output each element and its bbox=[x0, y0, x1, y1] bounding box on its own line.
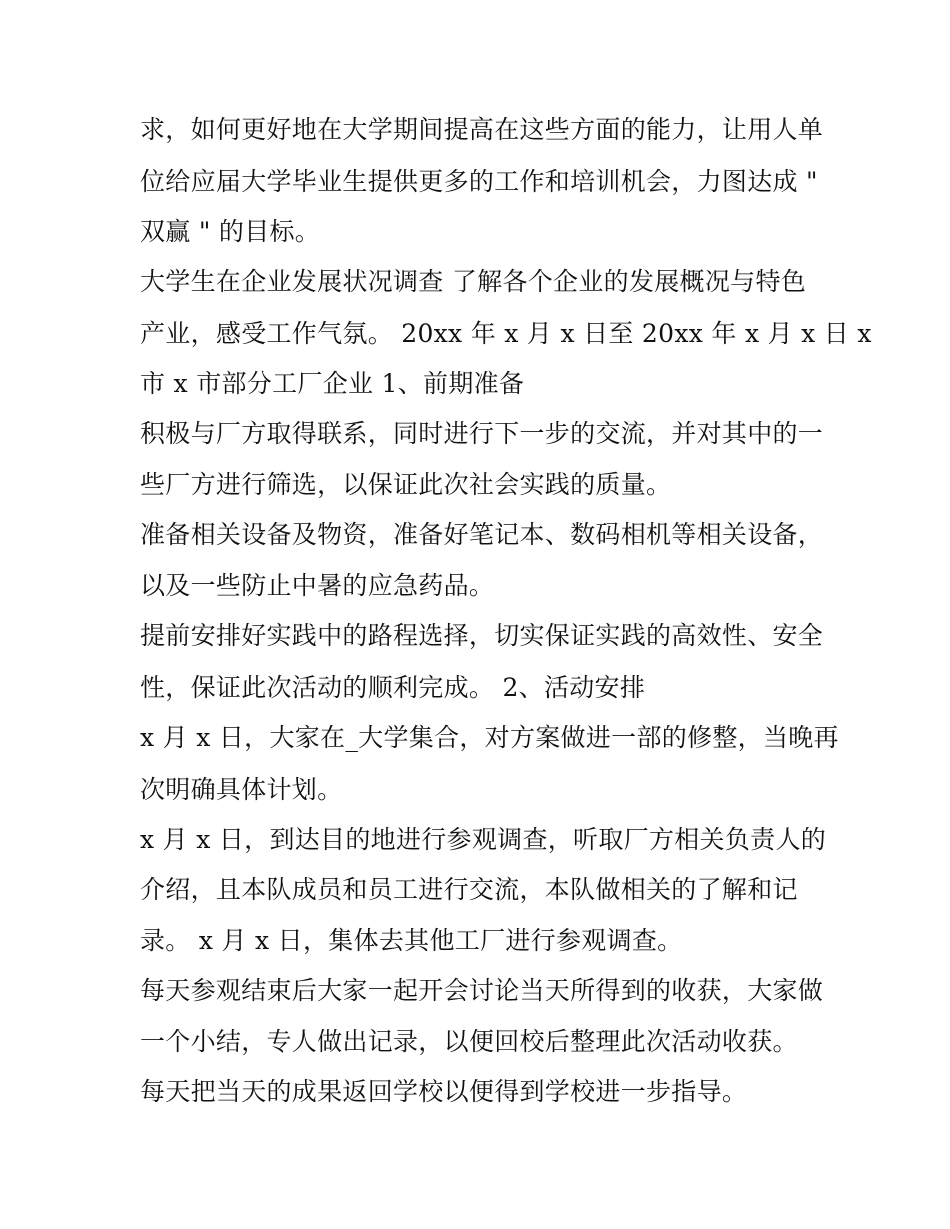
text-line: 双赢 " 的目标。 bbox=[140, 217, 321, 246]
text-line: 录。 x 月 x 日，集体去其他工厂进行参观调查。 bbox=[140, 926, 683, 955]
text-line: 积极与厂方取得联系，同时进行下一步的交流，并对其中的一 bbox=[140, 419, 824, 448]
text-line: 大学生在企业发展状况调查 了解各个企业的发展概况与特色 bbox=[140, 267, 807, 296]
text-line: 性，保证此次活动的顺利完成。 2、活动安排 bbox=[140, 673, 646, 702]
text-line: 以及一些防止中暑的应急药品。 bbox=[140, 571, 495, 600]
text-line: 市 x 市部分工厂企业 1、前期准备 bbox=[140, 369, 525, 398]
text-line: 位给应届大学毕业生提供更多的工作和培训机会，力图达成 " bbox=[140, 167, 818, 196]
text-line: 提前安排好实践中的路程选择，切实保证实践的高效性、安全 bbox=[140, 621, 824, 650]
text-line: x 月 x 日，大家在_大学集合，对方案做进一部的修整，当晚再 bbox=[140, 723, 839, 752]
text-line: 求，如何更好地在大学期间提高在这些方面的能力，让用人单 bbox=[140, 115, 824, 144]
text-line: 次明确具体计划。 bbox=[140, 775, 343, 804]
text-line: 每天参观结束后大家一起开会讨论当天所得到的收获，大家做 bbox=[140, 976, 824, 1005]
text-line: 一个小结，专人做出记录，以便回校后整理此次活动收获。 bbox=[140, 1027, 798, 1056]
text-line: x 月 x 日，到达目的地进行参观调查，听取厂方相关负责人的 bbox=[140, 825, 827, 854]
text-line: 介绍，且本队成员和员工进行交流，本队做相关的了解和记 bbox=[140, 875, 798, 904]
text-line: 产业，感受工作气氛。 20xx 年 x 月 x 日至 20xx 年 x 月 x 日 x bbox=[140, 319, 872, 348]
text-line: 些厂方进行筛选，以保证此次社会实践的质量。 bbox=[140, 470, 672, 499]
text-line: 每天把当天的成果返回学校以便得到学校进一步指导。 bbox=[140, 1077, 748, 1106]
text-line: 准备相关设备及物资，准备好笔记本、数码相机等相关设备， bbox=[140, 520, 824, 549]
